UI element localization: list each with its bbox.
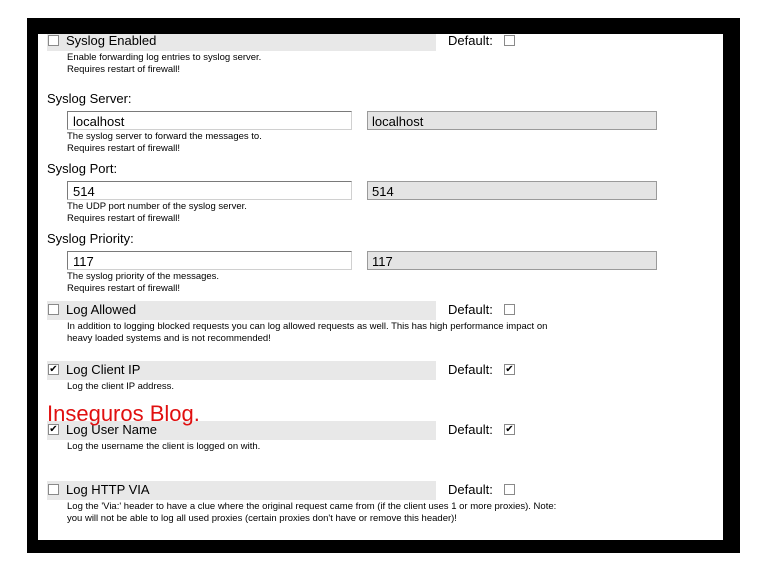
syslog-server-input[interactable] xyxy=(67,111,352,130)
log-allowed-row xyxy=(47,301,436,320)
log-http-via-default-checkbox xyxy=(504,484,515,495)
log-allowed-checkbox[interactable] xyxy=(48,304,59,315)
syslog-port-input[interactable] xyxy=(67,181,352,200)
log-client-ip-row xyxy=(47,361,436,380)
syslog-priority-label: Syslog Priority: xyxy=(47,231,134,246)
syslog-enabled-default-checkbox xyxy=(504,35,515,46)
syslog-port-label: Syslog Port: xyxy=(47,161,118,176)
syslog-port-description: The UDP port number of the syslog server. Requires restart of firewall! xyxy=(67,201,247,224)
log-client-ip-default-label: Default: xyxy=(448,362,493,377)
settings-panel xyxy=(38,34,723,540)
log-user-name-default-checkbox: ✔ xyxy=(505,424,514,435)
syslog-enabled-label: Syslog Enabled xyxy=(66,34,157,48)
log-allowed-default-checkbox xyxy=(504,304,515,315)
log-user-name-default-label: Default: xyxy=(448,422,493,437)
log-user-name-description: Log the username the client is logged on with. xyxy=(67,441,261,452)
log-http-via-row xyxy=(47,481,436,500)
log-allowed-default-label: Default: xyxy=(448,302,493,317)
syslog-port-default-value: 514 xyxy=(367,181,657,200)
log-client-ip-checkbox[interactable]: ✔ xyxy=(49,364,58,375)
log-http-via-label: Log HTTP VIA xyxy=(66,482,150,497)
syslog-enabled-row xyxy=(47,34,436,51)
log-http-via-checkbox[interactable] xyxy=(48,484,59,495)
syslog-enabled-description: Enable forwarding log entries to syslog server. Requires restart of firewall! xyxy=(67,52,262,75)
syslog-enabled-checkbox[interactable] xyxy=(48,35,59,46)
syslog-priority-input[interactable] xyxy=(67,251,352,270)
log-user-name-checkbox[interactable]: ✔ xyxy=(49,424,58,435)
log-client-ip-label: Log Client IP xyxy=(66,362,141,377)
log-client-ip-description: Log the client IP address. xyxy=(67,381,175,392)
log-client-ip-default-checkbox: ✔ xyxy=(505,364,514,375)
syslog-enabled-default-label: Default: xyxy=(448,34,493,48)
syslog-server-label: Syslog Server: xyxy=(47,91,132,106)
log-allowed-description: In addition to logging blocked requests you can log allowed requests as well. This has high performance impact on heavy loaded systems and is not recommended! xyxy=(67,321,548,344)
log-http-via-default-label: Default: xyxy=(448,482,493,497)
watermark-text: Inseguros Blog. xyxy=(47,401,200,426)
log-http-via-description: Log the 'Via:' header to have a clue where the original request came from (if the client uses 1 or more proxies). Note: you will not be able to log all used proxies (certain proxies don't have or remove this header)! xyxy=(67,501,557,524)
log-user-name-label: Log User Name xyxy=(66,422,158,437)
syslog-server-default-value: localhost xyxy=(367,111,657,130)
syslog-priority-default-value: 117 xyxy=(367,251,657,270)
syslog-server-description: The syslog server to forward the messages to. Requires restart of firewall! xyxy=(67,131,262,154)
log-allowed-label: Log Allowed xyxy=(66,302,137,317)
syslog-priority-description: The syslog priority of the messages. Requires restart of firewall! xyxy=(67,271,220,294)
